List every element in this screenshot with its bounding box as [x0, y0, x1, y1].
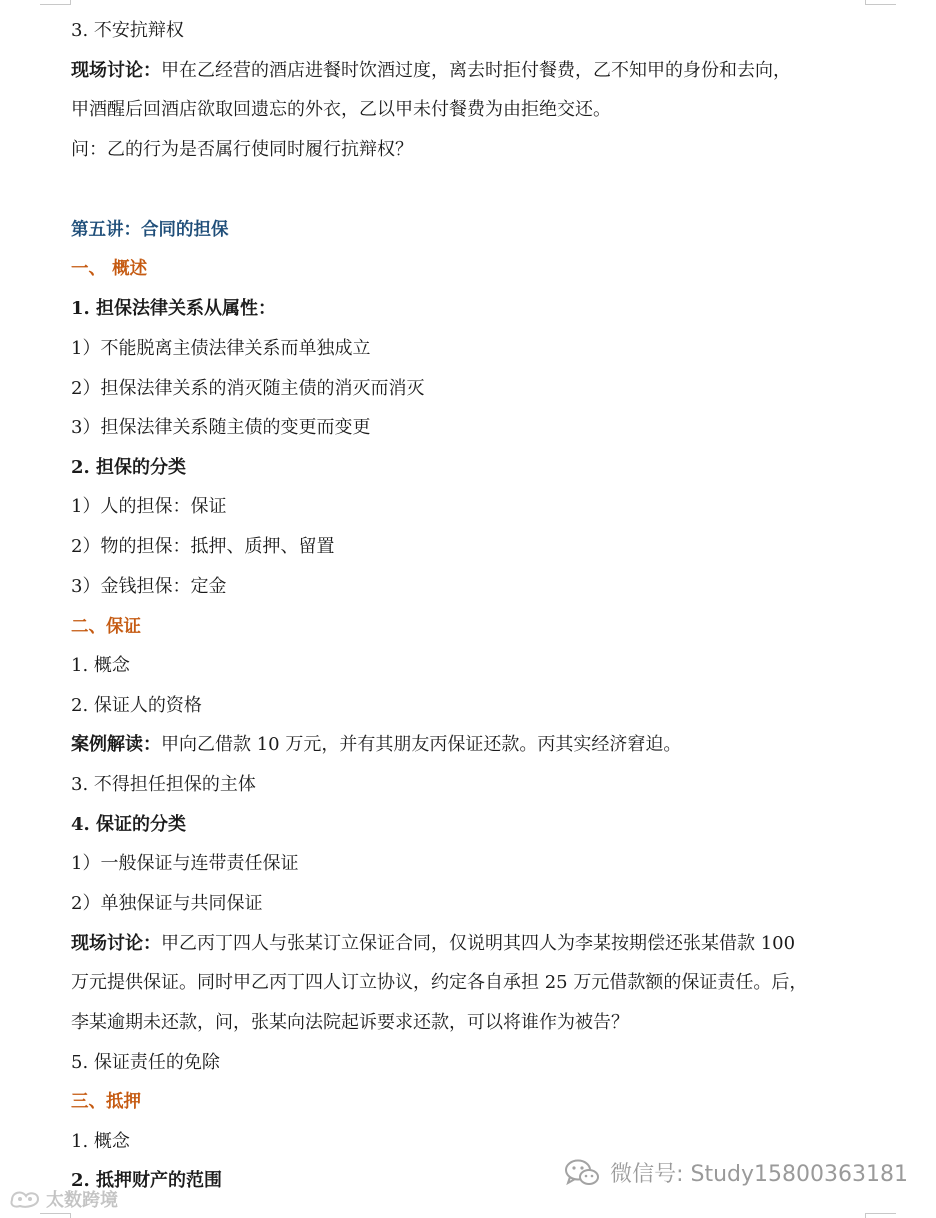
subsection-heading: 4. 保证的分类 [71, 814, 187, 835]
question-line: 问：乙的行为是否属行使同时履行抗辩权？ [71, 139, 413, 160]
subsection-heading: 2. 抵押财产的范围 [71, 1170, 223, 1191]
crop-mark-bottom-right [865, 1213, 896, 1218]
crop-mark-top-right [865, 0, 896, 5]
list-item: 3. 不安抗辩权 [71, 20, 184, 41]
case-study-line [71, 732, 876, 758]
wechat-icon [564, 1158, 600, 1188]
list-item: 5. 保证责任的免除 [71, 1052, 220, 1073]
list-item: 3）担保法律关系随主债的变更而变更 [71, 417, 371, 438]
watermark-right-text: 微信号: Study15800363181 [610, 1162, 908, 1187]
lecture-heading: 第五讲：合同的担保 [71, 220, 229, 240]
discussion-paragraph-1-line-1 [71, 58, 876, 84]
list-item: 1. 概念 [71, 655, 130, 676]
watermark-left [8, 1186, 118, 1212]
section-heading-guarantee: 二、保证 [71, 617, 141, 637]
list-item: 1）人的担保：保证 [71, 496, 227, 517]
section-heading-overview: 一、 概述 [71, 259, 148, 279]
list-item: 3. 不得担任担保的主体 [71, 774, 256, 795]
list-item: 2）担保法律关系的消灭随主债的消灭而消灭 [71, 378, 425, 399]
paragraph-text: 甲在乙经营的酒店进餐时饮酒过度，离去时拒付餐费，乙不知甲的身份和去向， [161, 60, 791, 81]
watermark-right [564, 1157, 908, 1188]
list-item: 2）单独保证与共同保证 [71, 893, 263, 914]
list-item: 3）金钱担保：定金 [71, 576, 227, 597]
brand-logo-icon [8, 1188, 42, 1210]
list-item: 2）物的担保：抵押、质押、留置 [71, 536, 335, 557]
discussion-paragraph-2-line-2: 万元提供保证。同时甲乙丙丁四人订立协议，约定各自承担 25 万元借款额的保证责任。后， [71, 972, 808, 993]
subsection-heading: 1. 担保法律关系从属性： [71, 298, 277, 319]
section-heading-mortgage: 三、抵押 [71, 1092, 141, 1112]
paragraph-label: 案例解读： [71, 734, 161, 755]
crop-mark-bottom-left [40, 1213, 71, 1218]
subsection-heading: 2. 担保的分类 [71, 457, 187, 478]
discussion-paragraph-1-line-2: 甲酒醒后回酒店欲取回遗忘的外衣，乙以甲未付餐费为由拒绝交还。 [71, 99, 611, 120]
discussion-paragraph-2-line-1 [71, 931, 876, 957]
paragraph-label: 现场讨论： [71, 933, 161, 954]
list-item: 1. 概念 [71, 1131, 130, 1152]
discussion-paragraph-2-line-3: 李某逾期未还款，问，张某向法院起诉要求还款，可以将谁作为被告？ [71, 1012, 629, 1033]
crop-mark-top-left [40, 0, 71, 5]
list-item: 1）一般保证与连带责任保证 [71, 853, 299, 874]
list-item: 1）不能脱离主债法律关系而单独成立 [71, 338, 371, 359]
watermark-left-text: 太数跨境 [46, 1190, 118, 1211]
list-item: 2. 保证人的资格 [71, 695, 202, 716]
paragraph-text: 甲向乙借款 10 万元，并有其朋友丙保证还款。丙其实经济窘迫。 [161, 734, 682, 755]
paragraph-text: 甲乙丙丁四人与张某订立保证合同，仅说明其四人为李某按期偿还张某借款 100 [161, 933, 796, 954]
paragraph-label: 现场讨论： [71, 60, 161, 81]
